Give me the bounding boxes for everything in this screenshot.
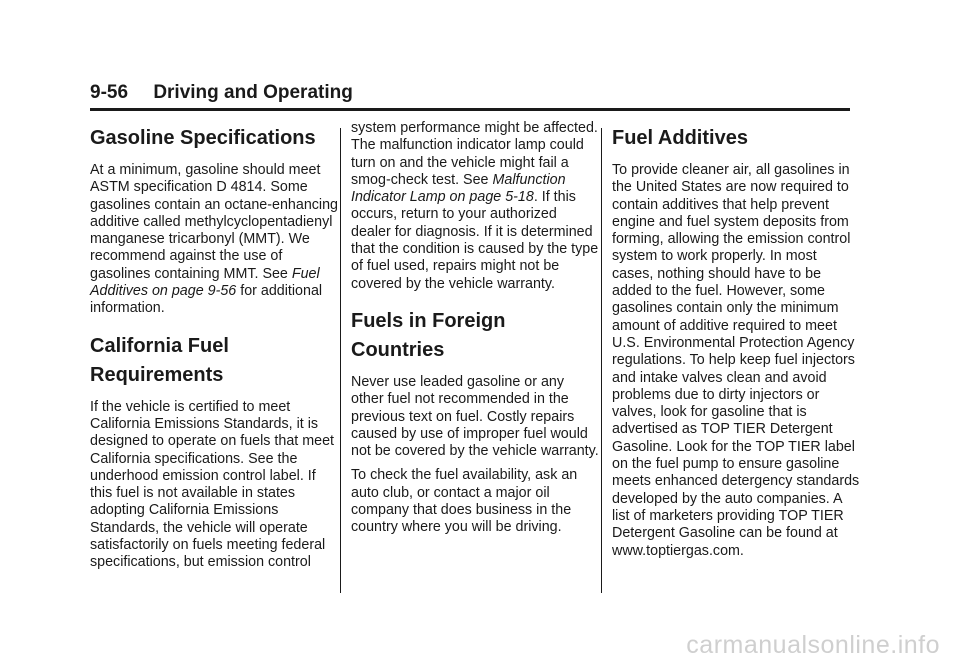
column-3: [612, 120, 860, 567]
fuels-foreign-heading: Fuels in Foreign Countries: [351, 309, 506, 361]
section-title: Driving and Operating: [153, 82, 353, 103]
fuel-additives-paragraph: To provide cleaner air, all gasolines in the United States are now required to contain additives that help prevent engine and fuel system deposits from forming, allowing the emission control system to work properly. In most cases, nothing should have to be added to the fuel. However, some gasolines contain only the minimum amount of additive required to meet U.S. Environmental Protection Agency regulations. To help keep fuel injectors and intake valves clean and avoid problems due to dirty injectors or valves, look for gasoline that is advertised as TOP TIER Detergent Gasoline. Look for the TOP TIER label on the fuel pump to ensure gasoline meets enhanced detergency standards developed by the auto companies. A list of marketers providing TOP TIER Detergent Gasoline can be found at www.toptiergas.com.: [612, 162, 860, 559]
column-divider: [340, 128, 341, 593]
fuels-foreign-paragraph-1: Never use leaded gasoline or any other fuel not recommended in the previous text on fuel. Costly repairs caused by use of improper fuel would not be covered by the vehicle warranty.: [351, 373, 599, 460]
fuel-additives-link[interactable]: Fuel Additives on page 9-56: [90, 265, 320, 300]
gasoline-text-2: for additional information.: [90, 283, 323, 317]
malfunction-lamp-link[interactable]: Malfunction Indicator Lamp on page 5-18: [351, 171, 566, 206]
gasoline-specifications-paragraph: [90, 162, 338, 318]
page-number: 9-56: [90, 82, 129, 103]
fuels-foreign-paragraph-2: To check the fuel availability, ask an auto club, or contact a major oil company that does business in the country where you will be driving.: [351, 467, 578, 536]
column-divider: [601, 128, 602, 593]
gasoline-specifications-heading: Gasoline Specifications: [90, 127, 316, 149]
california-text-1-continued: system performance might be affected. The malfunction indicator lamp could turn on and the vehicle might fail a smog-check test. See: [351, 120, 598, 188]
california-fuel-paragraph-continued: [351, 120, 599, 293]
california-text-2: . If this occurs, return to your authorized dealer for diagnosis. If it is determined that the condition is caused by the type of fuel used, repairs might not be covered by the vehicle warranty.: [351, 189, 599, 292]
california-fuel-heading: California Fuel Requirements: [90, 334, 229, 386]
watermark: carmanualsonline.info: [686, 631, 940, 659]
gasoline-text-1: At a minimum, gasoline should meet ASTM specification D 4814. Some gasolines contain an octane-enhancing additive called methylcyclopentadienyl manganese tricarbonyl (MMT). We recommend against the use of gasolines containing MMT. See: [90, 162, 338, 282]
page-header: [90, 80, 850, 111]
california-text-1: If the vehicle is certified to meet California Emissions Standards, it is designed to operate on fuels that meet California specifications. See the underhood emission control label. If this fuel is not available in states adopting California Emissions Standards, the vehicle will operate satisfactorily on fuels meeting federal specifications, but emission control: [90, 398, 335, 571]
column-2: [351, 120, 599, 544]
fuel-additives-heading: Fuel Additives: [612, 127, 748, 149]
california-fuel-paragraph: [90, 399, 338, 572]
column-1: [90, 120, 338, 579]
